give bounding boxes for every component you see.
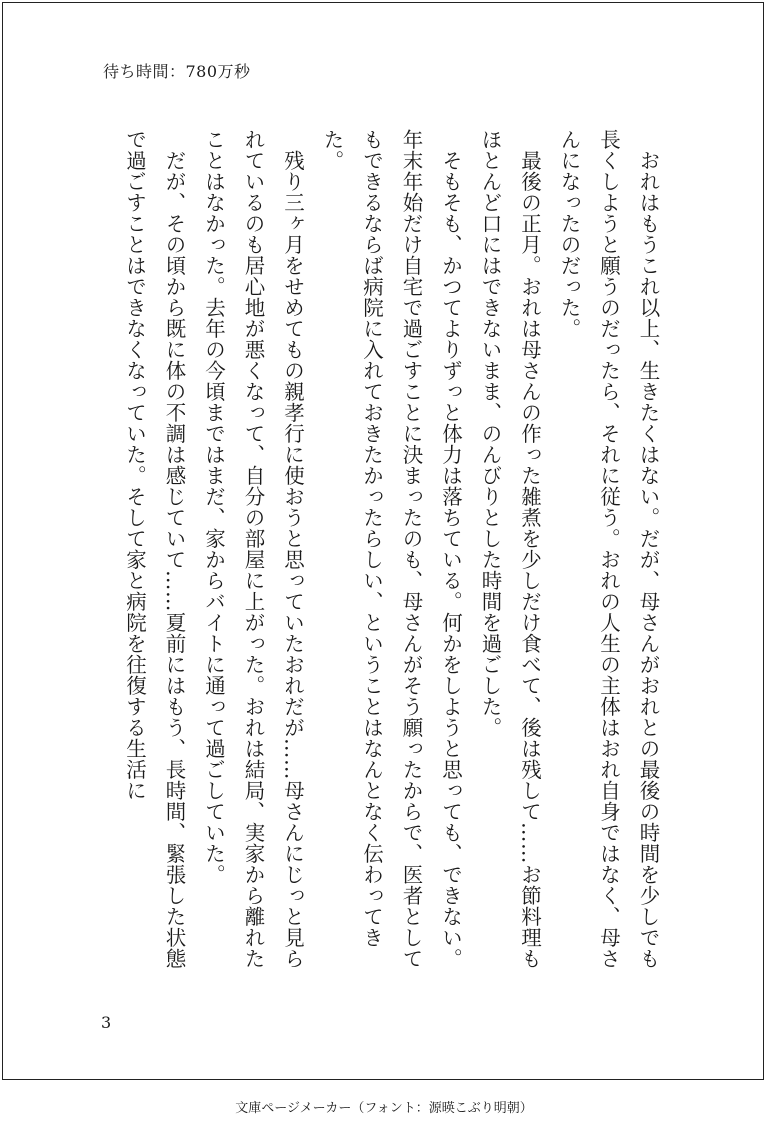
vertical-body-text <box>99 129 667 973</box>
paragraph-2: 最後の正月。おれは母さんの作った雑煮を少しだけ食べて、後は残して……お節料理もほとんど口にはできないまま、のんびりとした時間を過ごした。 <box>478 129 542 969</box>
page-title: 待ち時間：780万秒 <box>103 62 251 81</box>
paragraph-5: だが、その頃から既に体の不調は感じていて……夏前にはもう、長時間、緊張した状態で過ごすことはできなくなっていた。そして家と病院を往復する生活に <box>122 129 186 969</box>
paragraph-1: おれはもうこれ以上、生きたくはない。だが、母さんがおれとの最後の時間を少しでも長くしようと願うのだったら、それに従う。おれの人生の主体はおれ自身ではなく、母さんになったのだった。 <box>557 129 660 969</box>
paragraph-4: 残り三ヶ月をせめてもの親孝行に使おうと思っていたおれだが……母さんにじっと見られているのも居心地が悪くなって、自分の部屋に上がった。おれは結局、実家から離れたことはなかった。去年の今頃まではまだ、家からバイトに通って過ごしていた。 <box>201 129 305 969</box>
page-number: 3 <box>101 1013 112 1032</box>
footer-caption: 文庫ページメーカー（フォント：源暎こぶり明朝） <box>235 1101 533 1116</box>
paragraph-3: そもそも、かつてよりずっと体力は落ちている。何かをしようと思っても、できない。年末年始だけ自宅で過ごすことに決まったのも、母さんがそう願ったからで、医者としてもできるならば病院に入れておきたかったらしい、ということはなんとなく伝わってきた。 <box>320 129 463 969</box>
page-frame <box>2 2 764 1080</box>
